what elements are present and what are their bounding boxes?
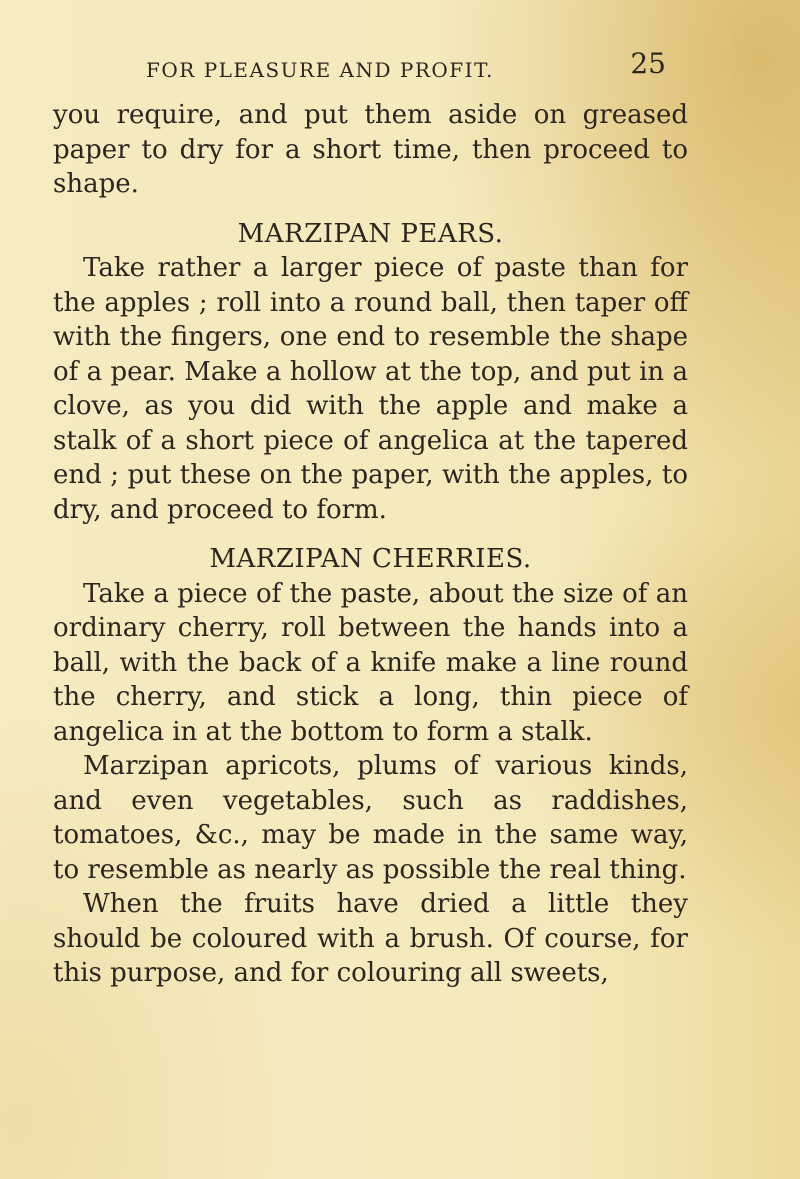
apricots-paragraph: Marzipan apricots, plums of various kinds, and even vegetables, such as raddishes, tomatoes, &c., may be made in the same way, to resemble as nearly as possible the real thing. xyxy=(53,751,688,885)
page-header xyxy=(146,47,666,92)
section-title-pears: MARZIPAN PEARS. xyxy=(237,218,504,249)
page-body xyxy=(53,98,688,991)
intro-paragraph: you require, and put them aside on greased paper to dry for a short time, then proceed to shape. xyxy=(53,100,688,199)
section-title-cherries: MARZIPAN CHERRIES. xyxy=(209,544,532,574)
cherries-paragraph: Take a piece of the paste, about the size of an ordinary cherry, roll between the hands into a ball, with the back of a knife make a line round the cherry, and stick a long, thin piece of angelica in at the bottom to form a stalk. xyxy=(53,578,688,747)
pears-paragraph: Take rather a larger piece of paste than for the apples ; roll into a round ball, then taper off with the fingers, one end to resemble the shape of a pear. Make a hollow at the top, and put in a clove, as you did with the apple and make a stalk of a short piece of angelica at the tapered end ; put these on the paper, with the apples, to dry, and proceed to form. xyxy=(53,253,688,525)
section-gap xyxy=(53,527,688,542)
page-number: 25 xyxy=(630,47,666,80)
section-gap xyxy=(53,202,688,217)
running-title: FOR PLEASURE AND PROFIT. xyxy=(146,58,494,82)
colouring-paragraph: When the fruits have dried a little they should be coloured with a brush. Of course, for this purpose, and for colouring all sweets, xyxy=(53,889,688,988)
